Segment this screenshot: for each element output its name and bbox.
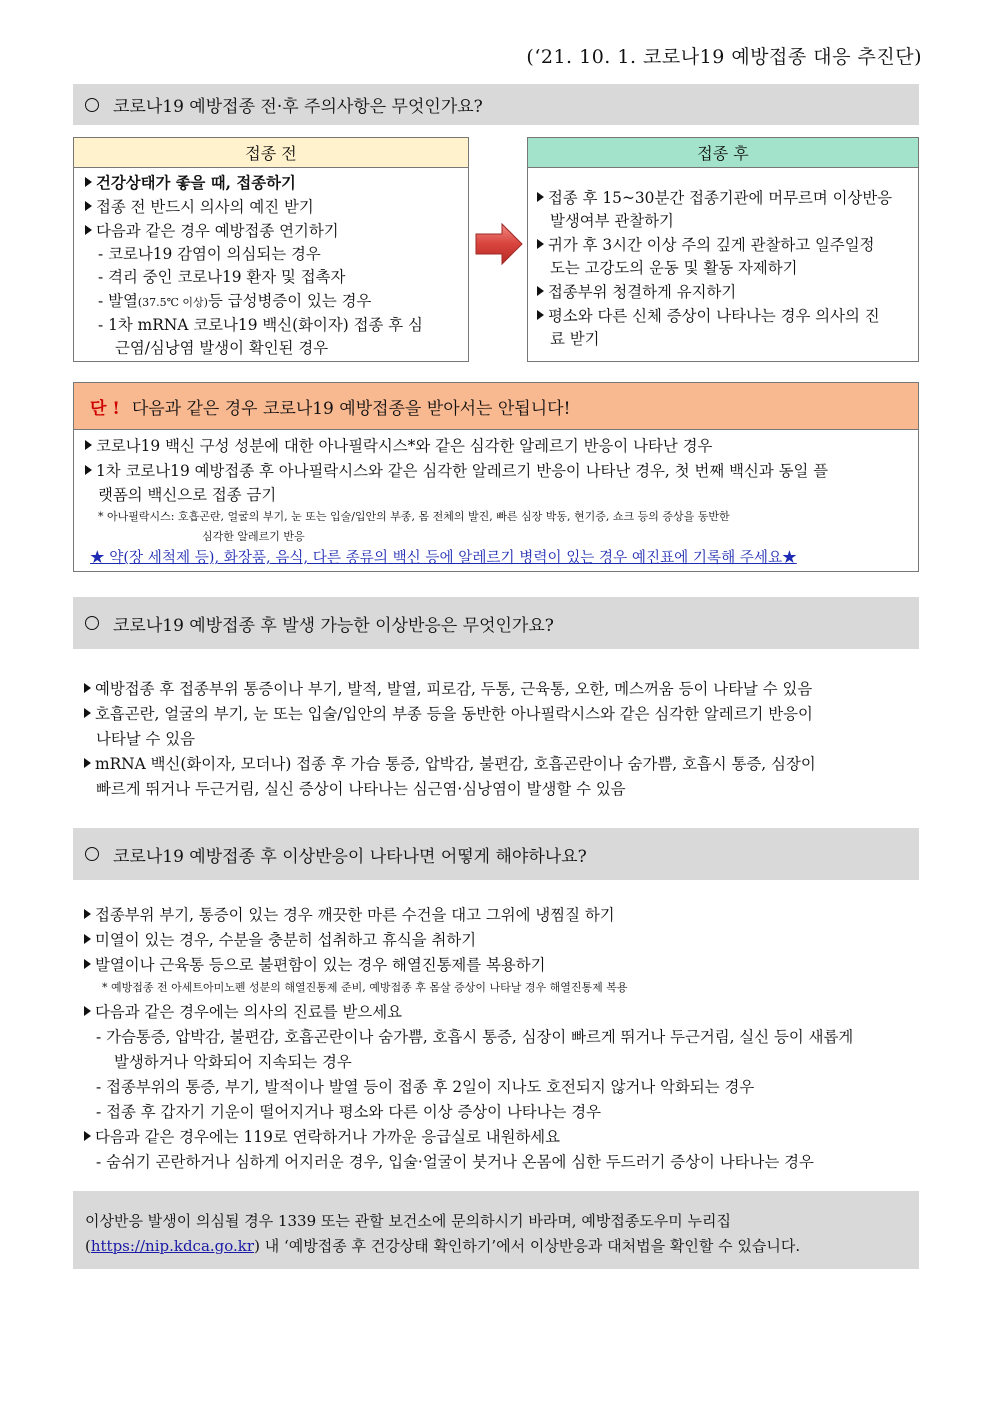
section-heading-adverse-reactions <box>73 597 919 649</box>
before-sub-item: 근염/심낭염 발생이 확인된 경우 <box>115 339 329 357</box>
warning-prefix: 단 ! <box>90 398 120 419</box>
circle-bullet-icon <box>85 616 99 630</box>
triangle-bullet-icon <box>84 708 91 718</box>
contact-info-footer <box>73 1191 919 1269</box>
antipyretic-footnote: * 예방접종 전 아세트아미노펜 성분의 해열진통제 준비, 예방접종 후 몸살 증상이 나타날 경우 해열진통제 복용 <box>102 981 628 994</box>
contraindication-header <box>74 383 918 430</box>
action-sub-item: - 접종부위의 통증, 부기, 발적이나 발열 등이 접종 후 2일이 지나도 호전되지 않거나 악화되는 경우 <box>96 1078 755 1096</box>
nip-website-link[interactable]: https://nip.kdca.go.kr <box>90 1237 255 1255</box>
allergy-history-notice: ★ 약(장 세척제 등), 화장품, 음식, 다른 종류의 백신 등에 알레르기 병력이 있는 경우 예진표에 기록해 주세요★ <box>90 549 797 566</box>
triangle-bullet-icon <box>84 683 91 693</box>
circle-bullet-icon <box>85 847 99 861</box>
action-item: 다음과 같은 경우에는 119로 연락하거나 가까운 응급실로 내원하세요 <box>84 1125 560 1147</box>
before-item: 접종 전 반드시 의사의 예진 받기 <box>85 195 314 217</box>
before-item: 다음과 같은 경우 예방접종 연기하기 <box>85 219 339 241</box>
section-heading-what-to-do <box>73 828 919 880</box>
reaction-item: mRNA 백신(화이자, 모더나) 접종 후 가슴 통증, 압박감, 불편감, 호흡곤란이나 숨가쁨, 호흡시 통증, 심장이 <box>84 752 816 774</box>
after-item: 귀가 후 3시간 이상 주의 깊게 관찰하고 일주일정 <box>537 233 875 255</box>
triangle-bullet-icon <box>537 239 544 249</box>
action-item: 다음과 같은 경우에는 의사의 진료를 받으세요 <box>84 1000 402 1022</box>
contraindication-box <box>73 382 919 572</box>
after-box-title: 접종 후 <box>528 138 918 168</box>
before-item: 건강상태가 좋을 때, 접종하기 <box>85 171 296 193</box>
contraindication-item: 1차 코로나19 예방접종 후 아나필락시스와 같은 심각한 알레르기 반응이 나타난 경우, 첫 번째 백신과 동일 플 <box>85 459 828 481</box>
document-source-note: (‘21. 10. 1. 코로나19 예방접종 대응 추진단) <box>526 46 922 68</box>
action-item: 발열이나 근육통 등으로 불편함이 있는 경우 해열진통제를 복용하기 <box>84 953 546 975</box>
reaction-item-continued: 나타날 수 있음 <box>96 730 195 748</box>
triangle-bullet-icon <box>85 225 92 235</box>
anaphylaxis-footnote: * 아나필락시스: 호흡곤란, 얼굴의 부기, 눈 또는 입술/입안의 부종, 몸 전체의 발진, 빠른 심장 박동, 현기증, 쇼크 등의 증상을 동반한 <box>98 510 730 523</box>
after-item: 접종 후 15~30분간 접종기관에 머무르며 이상반응 <box>537 186 892 208</box>
before-sub-item: - 1차 mRNA 코로나19 백신(화이자) 접종 후 심 <box>98 316 423 334</box>
before-sub-item: - 격리 중인 코로나19 환자 및 접촉자 <box>98 268 346 286</box>
footer-line: 이상반응 발생이 의심될 경우 1339 또는 관할 보건소에 문의하시기 바라며, 예방접종도우미 누리집 <box>85 1212 732 1230</box>
after-item: 평소와 다른 신체 증상이 나타나는 경우 의사의 진 <box>537 304 880 326</box>
section-heading-text: 코로나19 예방접종 후 발생 가능한 이상반응은 무엇인가요? <box>113 615 554 636</box>
contraindication-title: 다음과 같은 경우 코로나19 예방접종을 받아서는 안됩니다! <box>131 398 571 419</box>
before-sub-item: - 코로나19 감염이 의심되는 경우 <box>98 245 321 263</box>
action-sub-item-continued: 발생하거나 악화되어 지속되는 경우 <box>114 1053 352 1071</box>
triangle-bullet-icon <box>84 1006 91 1016</box>
footer-line: (https://nip.kdca.go.kr) 내 ‘예방접종 후 건강상태 확인하기’에서 이상반응과 대처법을 확인할 수 있습니다. <box>85 1237 801 1255</box>
triangle-bullet-icon <box>537 310 544 320</box>
section-heading-text: 코로나19 예방접종 전·후 주의사항은 무엇인가요? <box>113 97 483 117</box>
triangle-bullet-icon <box>85 177 92 187</box>
contraindication-item-continued: 랫폼의 백신으로 접종 금기 <box>98 486 277 504</box>
triangle-bullet-icon <box>85 465 92 475</box>
after-item-continued: 료 받기 <box>550 330 600 348</box>
action-sub-item: - 접종 후 갑자기 기운이 떨어지거나 평소와 다른 이상 증상이 나타나는 경우 <box>96 1103 602 1121</box>
reaction-item: 예방접종 후 접종부위 통증이나 부기, 발적, 발열, 피로감, 두통, 근육통, 오한, 메스꺼움 등이 나타날 수 있음 <box>84 677 812 699</box>
after-vaccination-box <box>527 137 919 362</box>
adverse-reactions-list <box>84 677 919 802</box>
triangle-bullet-icon <box>537 192 544 202</box>
after-item-continued: 도는 고강도의 운동 및 활동 자제하기 <box>550 259 798 277</box>
right-arrow-icon <box>474 222 524 266</box>
before-box-title: 접종 전 <box>74 138 468 168</box>
response-actions-list <box>84 903 919 1173</box>
section-heading-text: 코로나19 예방접종 후 이상반응이 나타나면 어떻게 해야하나요? <box>113 846 587 867</box>
action-sub-item: - 숨쉬기 곤란하거나 심하게 어지러운 경우, 입술·얼굴이 붓거나 온몸에 심한 두드러기 증상이 나타나는 경우 <box>96 1153 814 1171</box>
before-vaccination-box <box>73 137 469 362</box>
triangle-bullet-icon <box>84 1131 91 1141</box>
circle-bullet-icon <box>85 98 99 112</box>
triangle-bullet-icon <box>537 286 544 296</box>
after-item: 접종부위 청결하게 유지하기 <box>537 280 736 302</box>
reaction-item-continued: 빠르게 뛰거나 두근거림, 실신 증상이 나타나는 심근염·심낭염이 발생할 수 있음 <box>96 780 626 798</box>
triangle-bullet-icon <box>84 909 91 919</box>
contraindication-item: 코로나19 백신 구성 성분에 대한 아나필락시스*와 같은 심각한 알레르기 반응이 나타난 경우 <box>85 434 712 456</box>
reaction-item: 호흡곤란, 얼굴의 부기, 눈 또는 입술/입안의 부종 등을 동반한 아나필락시스와 같은 심각한 알레르기 반응이 <box>84 702 813 724</box>
triangle-bullet-icon <box>84 758 91 768</box>
section-heading-precautions <box>73 84 919 125</box>
after-item-continued: 발생여부 관찰하기 <box>550 212 674 230</box>
action-item: 접종부위 부기, 통증이 있는 경우 깨끗한 마른 수건을 대고 그위에 냉찜질 하기 <box>84 903 615 925</box>
triangle-bullet-icon <box>85 201 92 211</box>
before-sub-item: - 발열(37.5℃ 이상)등 급성병증이 있는 경우 <box>98 292 372 310</box>
action-sub-item: - 가슴통증, 압박감, 불편감, 호흡곤란이나 숨가쁨, 호흡시 통증, 심장이 빠르게 뛰거나 두근거림, 실신 등이 새롭게 <box>96 1028 854 1046</box>
anaphylaxis-footnote-continued: 심각한 알레르기 반응 <box>202 530 305 543</box>
triangle-bullet-icon <box>84 959 91 969</box>
triangle-bullet-icon <box>84 934 91 944</box>
action-item: 미열이 있는 경우, 수분을 충분히 섭취하고 휴식을 취하기 <box>84 928 476 950</box>
triangle-bullet-icon <box>85 440 92 450</box>
